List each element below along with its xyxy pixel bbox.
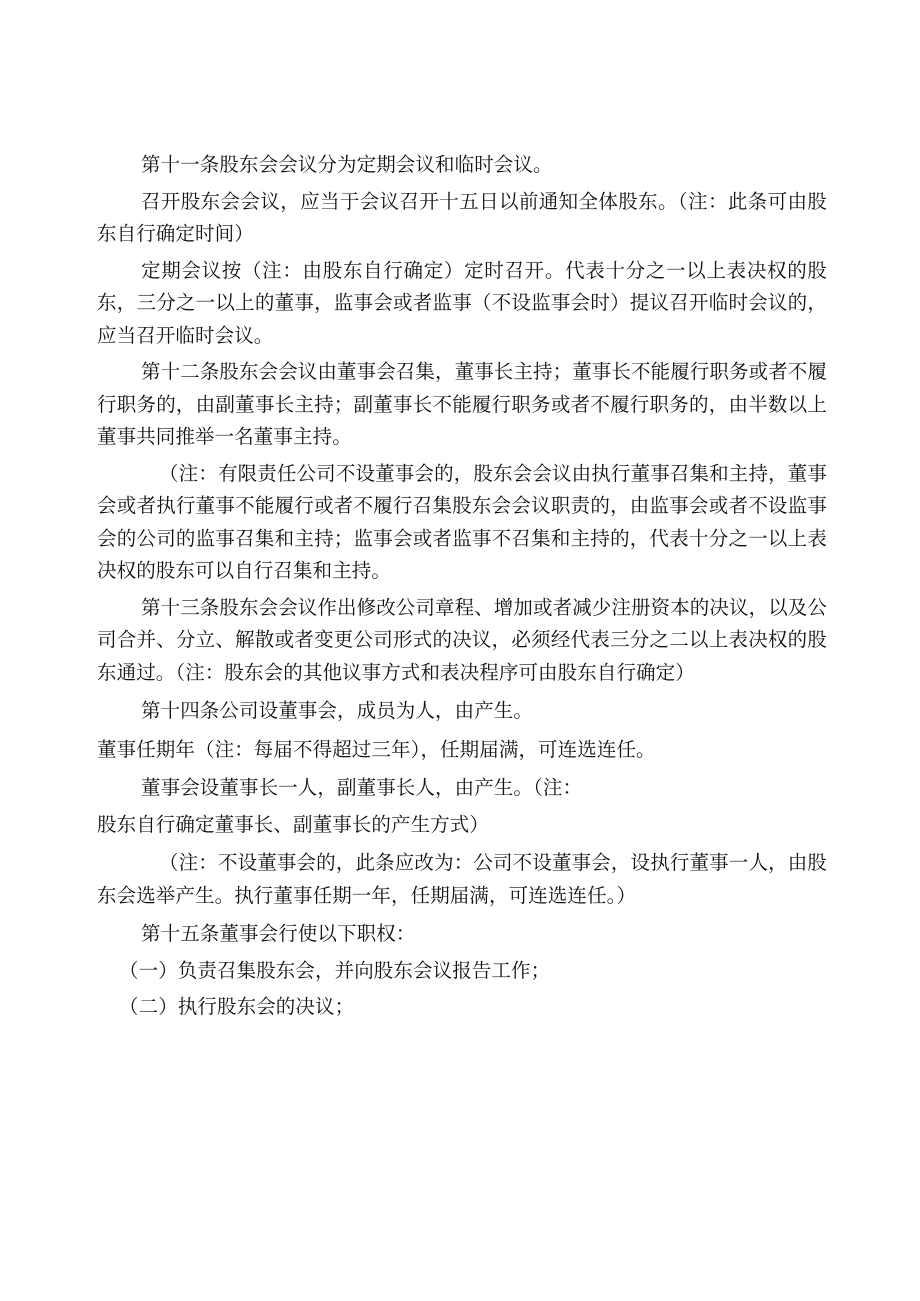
paragraph-note-no-board: （注：有限责任公司不设董事会的，股东会会议由执行董事召集和主持，董事会或者执行董事不能履行或者不履行召集股东会会议职责的，由监事会或者不设监事会的公司的监事召集和主持；监事会或者监事不召集和主持的，代表十分之一以上表决权的股东可以自行召集和主持。 [97, 461, 827, 582]
document-body [97, 149, 827, 1024]
list-item-1: （一）负责召集股东会，并向股东会议报告工作； [119, 958, 551, 982]
paragraph-chairman: 董事会设董事长一人，副董事长人，由产生。（注： [141, 776, 583, 799]
list-item-2: （二）执行股东会的决议； [119, 995, 355, 1018]
paragraph-article-12: 第十二条股东会会议由董事会召集，董事长主持；董事长不能履行职务或者不履行职务的，由副董事长主持；副董事长不能履行职务或者不履行职务的，由半数以上董事共同推举一名董事主持。 [97, 360, 828, 448]
paragraph-director-term: 董事任期年（注：每届不得超过三年），任期届满，可连选连任。 [97, 737, 656, 761]
paragraph-regular-meeting: 定期会议按（注：由股东自行确定）定时召开。代表十分之一以上表决权的股东，三分之一以上的董事，监事会或者监事（不设监事会时）提议召开临时会议的，应当召开临时会议。 [97, 258, 827, 347]
paragraph-note-executive-director: （注：不设董事会的，此条应改为：公司不设董事会，设执行董事一人，由股东会选举产生。执行董事任期一年，任期届满，可连选连任。） [97, 851, 827, 907]
paragraph-article-13: 第十三条股东会会议作出修改公司章程、增加或者减少注册资本的决议，以及公司合并、分立、解散或者变更公司形式的决议，必须经代表三分之二以上表决权的股东通过。（注：股东会的其他议事方式和表决程序可由股东自行确定） [97, 595, 828, 684]
paragraph-article-14: 第十四条公司设董事会，成员为人，由产生。 [141, 699, 534, 722]
paragraph-article-11: 第十一条股东会会议分为定期会议和临时会议。 [141, 153, 553, 176]
paragraph-article-15: 第十五条董事会行使以下职权： [141, 922, 416, 945]
paragraph-meeting-notice: 召开股东会会议，应当于会议召开十五日以前通知全体股东。（注：此条可由股东自行确定时间） [97, 189, 827, 245]
paragraph-chairman-cont: 股东自行确定董事长、副董事长的产生方式） [97, 812, 490, 836]
